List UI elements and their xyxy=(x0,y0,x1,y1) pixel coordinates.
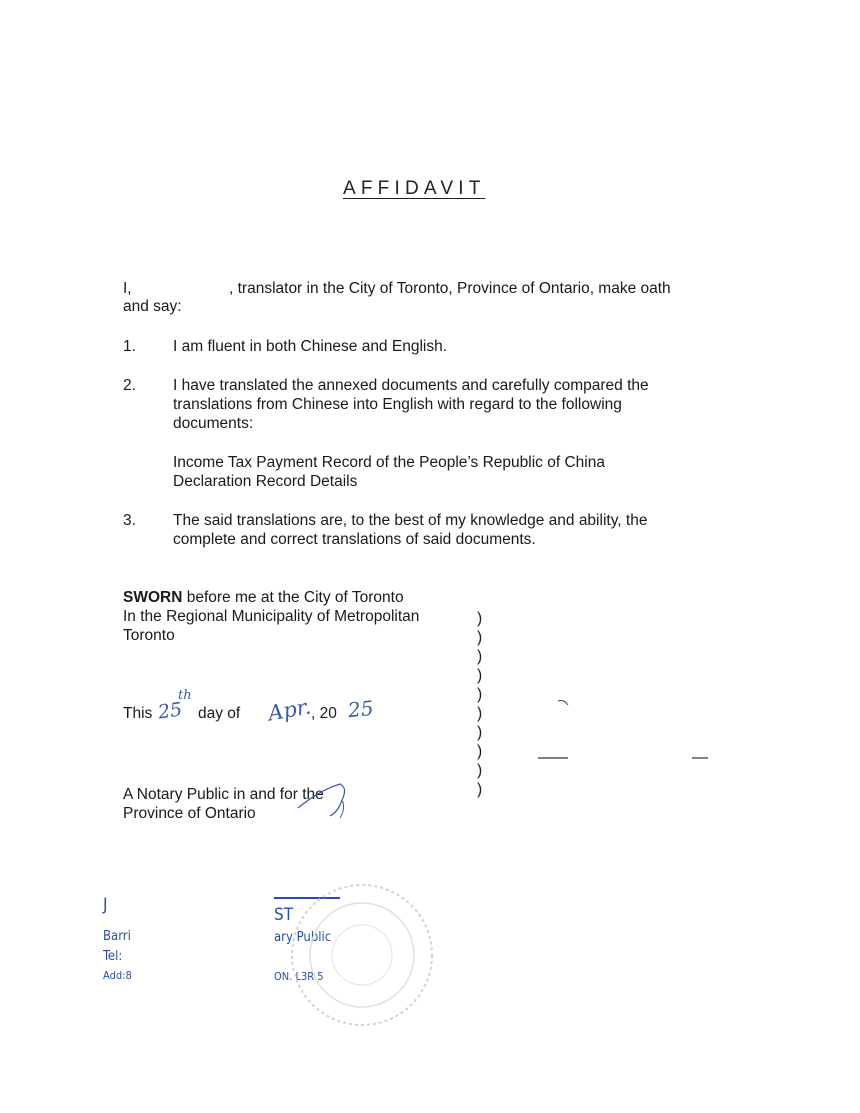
intro-line2: and say: xyxy=(123,298,182,315)
item-text: documents: xyxy=(173,415,254,432)
stamp-text-right: ON. L3R 5 xyxy=(274,970,324,983)
stamp-text-left: Barri xyxy=(103,929,131,944)
item-number: 3. xyxy=(123,512,136,529)
paren: ) xyxy=(477,705,483,722)
date-this: This xyxy=(123,705,153,722)
sworn-rest: before me at the City of Toronto xyxy=(182,589,404,606)
document-list-item: Income Tax Payment Record of the People’s Republic of China xyxy=(173,454,605,471)
embossed-seal-icon xyxy=(280,880,445,1030)
item-text: The said translations are, to the best of my knowledge and ability, the xyxy=(173,512,648,529)
intro-line1: , translator in the City of Toronto, Province of Ontario, make oath xyxy=(229,280,671,297)
stamp-text-left: J xyxy=(103,895,108,915)
sworn-bold: SWORN xyxy=(123,589,183,606)
stamp-text-right: ary Public xyxy=(274,930,332,945)
document-list-item: Declaration Record Details xyxy=(173,473,358,490)
signature-area xyxy=(530,695,720,770)
date-day-of: day of xyxy=(198,705,241,722)
item-text: complete and correct translations of said documents. xyxy=(173,531,536,548)
paren: ) xyxy=(477,667,483,684)
intro-prefix: I, xyxy=(123,280,132,297)
stamp-text-left: Add:8 xyxy=(103,969,132,982)
notary-line1: A Notary Public in and for the xyxy=(123,786,324,803)
notary-signature-icon xyxy=(290,778,360,868)
signature-mark xyxy=(558,701,568,706)
paren: ) xyxy=(477,762,483,779)
paren: ) xyxy=(477,781,483,798)
sworn-line3: Toronto xyxy=(123,627,175,644)
stamp-text-left: Tel: xyxy=(103,949,123,964)
item-text: translations from Chinese into English with regard to the following xyxy=(173,396,622,413)
date-year-prefix: , 20 xyxy=(311,705,337,722)
paren: ) xyxy=(477,686,483,703)
paren: ) xyxy=(477,610,483,627)
sworn-line2: In the Regional Municipality of Metropolitan xyxy=(123,608,420,625)
handwritten-year: 25 xyxy=(346,695,375,723)
paren-column xyxy=(477,609,482,799)
item-number: 1. xyxy=(123,338,136,355)
paren: ) xyxy=(477,724,483,741)
item-number: 2. xyxy=(123,377,136,394)
sworn-line1 xyxy=(123,588,404,607)
item-text: I am fluent in both Chinese and English. xyxy=(173,338,448,355)
paren: ) xyxy=(477,629,483,646)
handwritten-day-suffix: th xyxy=(178,688,192,703)
stamp-text-right: ST xyxy=(274,905,294,925)
paren: ) xyxy=(477,743,483,760)
document-title: AFFIDAVIT xyxy=(343,178,486,199)
item-text: I have translated the annexed documents and carefully compared the xyxy=(173,377,649,394)
handwritten-day: 25 xyxy=(156,698,184,724)
notary-line2: Province of Ontario xyxy=(123,805,256,822)
paren: ) xyxy=(477,648,483,665)
handwritten-month: Apr. xyxy=(266,694,313,726)
